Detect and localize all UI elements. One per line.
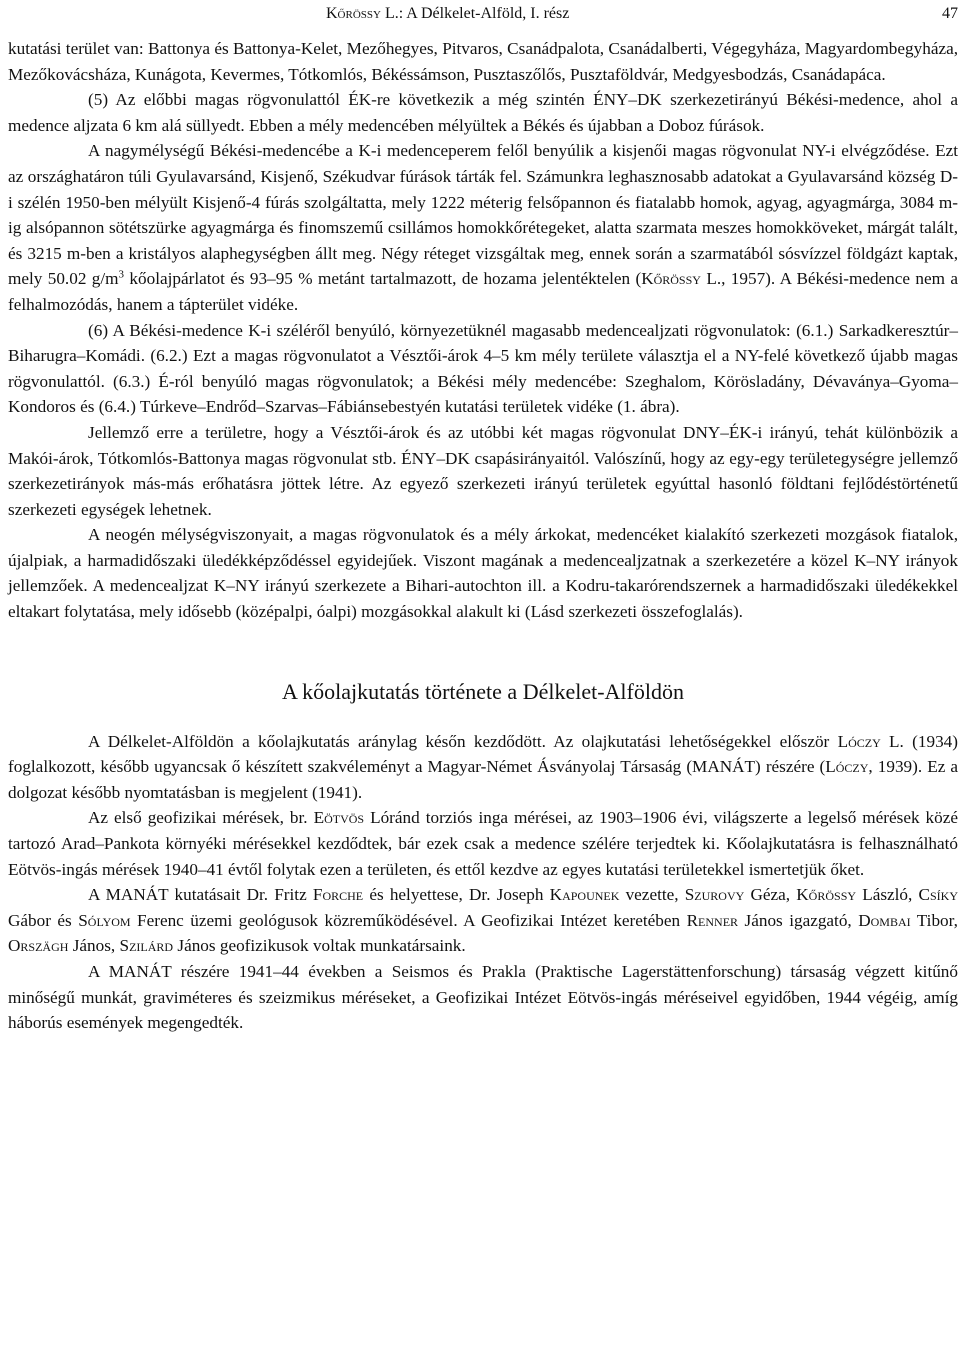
text-run: Ferenc üzemi geológusok közreműködésével. A Geofizikai Intézet keretében (130, 910, 687, 930)
author-name: Szurovy (684, 885, 745, 905)
author-name: Kapounek (549, 885, 620, 905)
author-name: Csíky (918, 885, 958, 905)
page-number: 47 (942, 5, 958, 22)
running-title (326, 0, 569, 28)
author-name: Kőrössy (796, 885, 857, 905)
text-run: Az első geofizikai mérések, br. (88, 808, 314, 828)
section-paragraph-1 (8, 729, 958, 806)
section-heading: A kőolajkutatás története a Délkelet-Alföldön (282, 678, 684, 704)
author-name: Kőrössy (326, 5, 381, 22)
text-run: vezette, (619, 885, 685, 905)
author-name: Szilárd (119, 936, 174, 956)
author-name: Renner (686, 910, 739, 930)
text-run: A Délkelet-Alföldön a kőolajkutatás aránylag későn kezdődött. Az olajkutatási lehetőségekkel először (88, 731, 838, 751)
text-run: , 1939). Ez a dolgozat később nyomtatásban is megjelent (1941). (8, 757, 958, 802)
text-run: Lóránd torziós inga mérései, az 1903–1906 évi, világszerte a legelső mérések közé tartozó Arad–Pankota környéki mérésekkel kezdődtek, bár ezek csak a medence szélére terjedtek ki. Kőolajkutatásra is felhasználható Eötvös-ingás mérések 1940–41 évtől folytak ezen a területen, és ettől kezdve az egyes kutatási területekkel ismertetjük őket. (8, 808, 958, 879)
text-run: János geofizikusok voltak munkatársaink. (173, 936, 466, 956)
section-paragraph-3 (8, 882, 958, 959)
author-name: Lóczy (825, 757, 869, 777)
section-paragraph-4: A MANÁT részére 1941–44 években a Seismos és Prakla (Praktische Lagerstättenforschung) társaság végzett kitűnő minőségű munkát, graviméteres és szeizmikus méréseket, a Geofizikai Intézet Eötvös-ingás méréseivel egyidőben, 1944 végéig, amíg háborús események megengedték. (8, 962, 958, 1033)
text-run: János igazgató, (738, 910, 859, 930)
author-name: Kőrössy (641, 269, 701, 289)
paragraph-1: kutatási terület van: Battonya és Battonya-Kelet, Mezőhegyes, Pitvaros, Csanádpalota, Csanádalberti, Végegyháza, Magyardombegyháza, Mezőkovácsháza, Kunágota, Kevermes, Tótkomlós, Békéssámson, Pusztaszőlős, Pusztaföldvár, Medgyesbodzás, Csanádapáca. (8, 39, 958, 84)
superscript: 3 (118, 268, 125, 281)
section-paragraph-2 (8, 805, 958, 882)
author-name: Sólyom (78, 910, 131, 930)
paragraph-5: Jellemző erre a területre, hogy a Vésztői-árok és az utóbbi két magas rögvonulat DNY–ÉK-i irányú, tehát különbözik a Makói-árok, Tótkomlós-Battonya magas rögvonulat stb. ÉNY–DK csapásirányaitól. Valószínű, hogy az egy-egy területegységre jellemző szerkezetirányok más-más erőhatásra jöttek létre. Az egyező szerkezeti irányú területek egyúttal hasonló földtani fejlődéstörténetű szerkezeti egységek lehetnek. (8, 422, 958, 519)
running-title-text: L.: A Délkelet-Alföld, I. rész (380, 5, 570, 22)
paragraph-3-text-b: kőolajpárlatot és 93–95 % metánt tartalmazott, de hozama jelentéktelen ( (124, 269, 642, 289)
author-name: Orszägh (8, 936, 69, 956)
author-name: Eötvös (313, 808, 365, 828)
document-page (8, 0, 958, 1036)
paragraph-6: A neogén mélységviszonyait, a magas rögvonulatok és a mély árkokat, medencéket kialakító szerkezeti mozgások fiatalok, újalpiak, a harmadidőszaki üledékképződéssel egyidejűek. Viszont magának a medencealjzatnak a szerkezetére a közel K–NY irányok jellemzőek. A medencealjzat K–NY irányú szerkezete a Bihari-autochton ill. a Kodru-takarórendszernek a harmadidőszaki üledékekkel eltakart folytatása, mely idősebb (középalpi, óalpi) mozgásokkal alakult ki (Lásd szerkezeti összefoglalás). (8, 525, 958, 622)
text-run: Géza, (744, 885, 797, 905)
text-run: L. (1934) foglalkozott, később ugyancsak ő készített szakvéleményt a Magyar-Német Ásványolaj Társaság (MANÁT) részére ( (8, 731, 958, 777)
text-run: László, (856, 885, 919, 905)
text-run: és helyettese, Dr. Joseph (363, 885, 550, 905)
paragraph-4: (6) A Békési-medence K-i széléről benyúló, környezetüknél magasabb medencealjzati rögvonulatok: (6.1.) Sarkadkeresztúr–Biharugra–Komádi. (6.2.) Ezt a magas rögvonulatot a Vésztői-árok 4–5 km mély területe választja el a NY-felé következő újabb magas rögvonulattól. (6.3.) É-ról benyúló magas rögvonulatok; a Békési mély medencébe: Szeghalom, Körösladány, Dévaványa–Gyoma–Kondoros és (6.4.) Túrkeve–Endrőd–Szarvas–Fábiánsebestyén kutatási területek vidéke (1. ábra). (8, 320, 958, 417)
paragraph-2: (5) Az előbbi magas rögvonulattól ÉK-re következik a még szintén ÉNY–DK szerkezetirányú Békési-medence, ahol a medence aljzata 6 km alá süllyedt. Ebben a mély medencében mélyültek a Békés és újabban a Doboz fúrások. (8, 90, 958, 135)
paragraph-3-text-c: L., 1957). A Békési-medence nem a felhalmozódás, hanem a tápterület vidéke. (8, 269, 958, 314)
author-name: Dombai (858, 910, 911, 930)
paragraph-3 (8, 138, 958, 317)
text-run: Tibor, (910, 910, 958, 930)
running-header (8, 0, 958, 28)
text-run: János, (68, 936, 120, 956)
author-name: Forche (312, 885, 364, 905)
author-name: Lóczy (837, 731, 881, 751)
text-run: Gábor és (8, 910, 79, 930)
paragraph-3-text-a: A nagymélységű Békési-medencébe a K-i medenceperem felől benyúlik a kisjenői magas rögvonulat NY-i elvégződése. Ezt az országhatáron túli Gyulavarsánd, Kisjenő, Székudvar fúrások tárták fel. Számunkra leghasznosabb adatokat a Gyulavarsánd község D-i szélén 1950-ben mélyült Kisjenő-4 fúrás szolgáltatta, mely 1222 méterig felsőpannon és fiatalabb homok, agyag, agyagmárga, 3084 m-ig alsópannon sötétszürke agyagmárga és finomszemű csillámos homokkőrétegeket, alatta szarmata meszes homokköveket, márgát talált, és 3215 m-ben a kristályos alaphegységben állt meg. Négy réteget vizsgáltak meg, ennek során a szarmatából sósvízzel földgázt kaptak, mely 50.02 g/m (8, 141, 958, 289)
text-run: A MANÁT kutatásait Dr. Fritz (88, 885, 313, 905)
